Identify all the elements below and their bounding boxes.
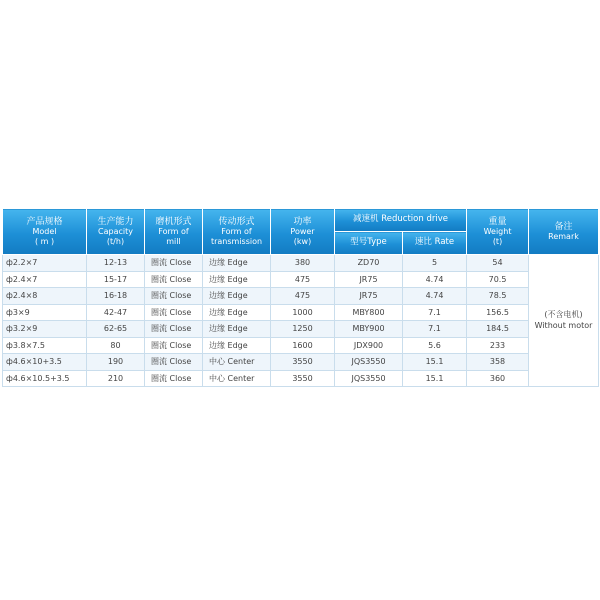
cell-transmission: 中心 Center xyxy=(203,370,271,387)
cell-capacity: 210 xyxy=(87,370,145,387)
cell-power: 1250 xyxy=(271,321,335,338)
cell-power: 475 xyxy=(271,288,335,305)
cell-transmission: 边缘 Edge xyxy=(203,271,271,288)
header-model: 产品规格 Model ( m ) xyxy=(3,209,87,255)
table-row xyxy=(3,354,599,371)
table-row xyxy=(3,288,599,305)
cell-capacity: 190 xyxy=(87,354,145,371)
cell-transmission: 边缘 Edge xyxy=(203,337,271,354)
cell-capacity: 12-13 xyxy=(87,255,145,272)
cell-model: ф2.4×7 xyxy=(3,271,87,288)
cell-weight: 78.5 xyxy=(467,288,529,305)
header-reduction-rate: 速比 Rate xyxy=(403,232,467,255)
cell-power: 1000 xyxy=(271,304,335,321)
cell-weight: 358 xyxy=(467,354,529,371)
cell-weight: 184.5 xyxy=(467,321,529,338)
cell-reduction-rate: 7.1 xyxy=(403,304,467,321)
cell-capacity: 15-17 xyxy=(87,271,145,288)
header-remark: 备注 Remark xyxy=(529,209,599,255)
header-weight: 重量 Weight (t) xyxy=(467,209,529,255)
header-mill-form: 磨机形式 Form of mill xyxy=(145,209,203,255)
cell-mill-form: 圈流 Close xyxy=(145,337,203,354)
cell-reduction-type: JDX900 xyxy=(335,337,403,354)
remark-en: Without motor xyxy=(534,320,593,330)
header-transmission: 传动形式 Form of transmission xyxy=(203,209,271,255)
cell-mill-form: 圈流 Close xyxy=(145,255,203,272)
cell-model: ф3.8×7.5 xyxy=(3,337,87,354)
header-capacity: 生产能力 Capacity (t/h) xyxy=(87,209,145,255)
cell-weight: 233 xyxy=(467,337,529,354)
cell-transmission: 中心 Center xyxy=(203,354,271,371)
cell-power: 380 xyxy=(271,255,335,272)
cell-reduction-type: MBY900 xyxy=(335,321,403,338)
table-row xyxy=(3,321,599,338)
spec-table xyxy=(2,208,599,387)
cell-reduction-type: ZD70 xyxy=(335,255,403,272)
cell-reduction-rate: 15.1 xyxy=(403,354,467,371)
cell-transmission: 边缘 Edge xyxy=(203,255,271,272)
cell-model: ф2.2×7 xyxy=(3,255,87,272)
cell-reduction-type: JR75 xyxy=(335,288,403,305)
cell-transmission: 边缘 Edge xyxy=(203,288,271,305)
header-power: 功率 Power (kw) xyxy=(271,209,335,255)
cell-mill-form: 圈流 Close xyxy=(145,370,203,387)
table-row xyxy=(3,304,599,321)
cell-power: 1600 xyxy=(271,337,335,354)
cell-model: ф4.6×10+3.5 xyxy=(3,354,87,371)
cell-model: ф4.6×10.5+3.5 xyxy=(3,370,87,387)
cell-mill-form: 圈流 Close xyxy=(145,271,203,288)
cell-power: 3550 xyxy=(271,354,335,371)
cell-model: ф3.2×9 xyxy=(3,321,87,338)
table-row xyxy=(3,337,599,354)
cell-capacity: 62-65 xyxy=(87,321,145,338)
cell-capacity: 42-47 xyxy=(87,304,145,321)
cell-weight: 156.5 xyxy=(467,304,529,321)
remark-zh: (不含电机) xyxy=(544,310,583,320)
cell-power: 3550 xyxy=(271,370,335,387)
cell-reduction-type: JR75 xyxy=(335,271,403,288)
cell-weight: 360 xyxy=(467,370,529,387)
cell-model: ф2.4×8 xyxy=(3,288,87,305)
cell-reduction-type: MBY800 xyxy=(335,304,403,321)
cell-reduction-rate: 5 xyxy=(403,255,467,272)
cell-reduction-rate: 5.6 xyxy=(403,337,467,354)
cell-reduction-rate: 15.1 xyxy=(403,370,467,387)
cell-remark xyxy=(529,255,599,387)
table-row xyxy=(3,271,599,288)
cell-reduction-rate: 4.74 xyxy=(403,288,467,305)
cell-model: ф3×9 xyxy=(3,304,87,321)
cell-weight: 54 xyxy=(467,255,529,272)
table-row xyxy=(3,370,599,387)
header-reduction-type: 型号Type xyxy=(335,232,403,255)
cell-capacity: 16-18 xyxy=(87,288,145,305)
cell-mill-form: 圈流 Close xyxy=(145,304,203,321)
cell-weight: 70.5 xyxy=(467,271,529,288)
cell-reduction-rate: 4.74 xyxy=(403,271,467,288)
cell-mill-form: 圈流 Close xyxy=(145,354,203,371)
cell-capacity: 80 xyxy=(87,337,145,354)
cell-reduction-type: JQS3550 xyxy=(335,370,403,387)
cell-reduction-type: JQS3550 xyxy=(335,354,403,371)
cell-mill-form: 圈流 Close xyxy=(145,288,203,305)
cell-transmission: 边缘 Edge xyxy=(203,304,271,321)
cell-reduction-rate: 7.1 xyxy=(403,321,467,338)
table-row xyxy=(3,255,599,272)
cell-power: 475 xyxy=(271,271,335,288)
cell-transmission: 边缘 Edge xyxy=(203,321,271,338)
cell-mill-form: 圈流 Close xyxy=(145,321,203,338)
header-reduction-drive: 减速机 Reduction drive xyxy=(335,209,467,232)
